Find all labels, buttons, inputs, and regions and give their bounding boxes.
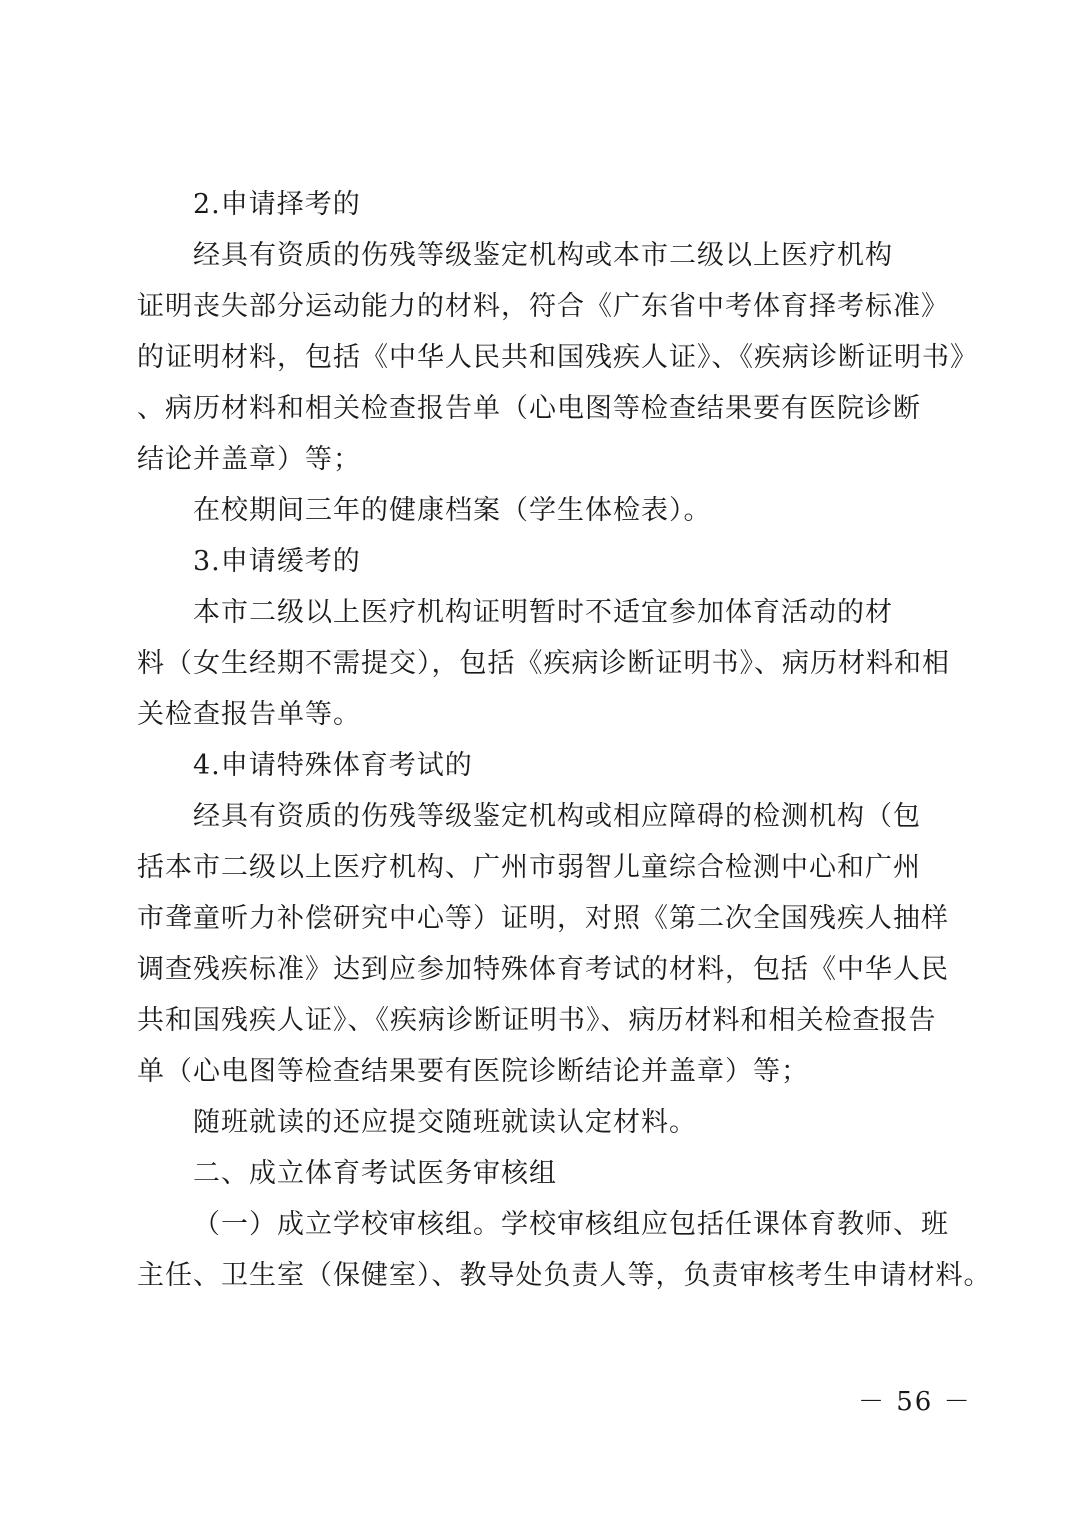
paragraph-line: 证明丧失部分运动能力的材料，符合《广东省中考体育择考标准》 [137, 291, 949, 322]
paragraph-line: 关检查报告单等。 [137, 699, 361, 730]
paragraph-line: 随班就读的还应提交随班就读认定材料。 [193, 1107, 697, 1138]
paragraph-line: 的证明材料，包括《中华人民共和国残疾人证》、《疾病诊断证明书》 [137, 342, 978, 373]
heading-apply-defer-exam: 3.申请缓考的 [193, 546, 361, 577]
page-number: － 56 － [858, 1387, 972, 1417]
paragraph-line: 共和国残疾人证》、《疾病诊断证明书》、病历材料和相关检查报告 [137, 1005, 937, 1036]
section-heading: 二、成立体育考试医务审核组 [193, 1158, 557, 1189]
paragraph-line: 结论并盖章）等； [137, 444, 361, 475]
paragraph-line: （一）成立学校审核组。学校审核组应包括任课体育教师、班 [193, 1209, 949, 1240]
paragraph-line: 本市二级以上医疗机构证明暂时不适宜参加体育活动的材 [193, 597, 893, 628]
paragraph-line: 调查残疾标准》达到应参加特殊体育考试的材料，包括《中华人民 [137, 954, 949, 985]
heading-apply-special-exam: 4.申请特殊体育考试的 [193, 750, 473, 781]
paragraph-line: 括本市二级以上医疗机构、广州市弱智儿童综合检测中心和广州 [137, 852, 921, 883]
paragraph-line: 、病历材料和相关检查报告单（心电图等检查结果要有医院诊断 [137, 393, 921, 424]
paragraph-line: 料（女生经期不需提交），包括《疾病诊断证明书》、病历材料和相 [137, 648, 950, 679]
heading-apply-choose-exam: 2.申请择考的 [193, 189, 361, 220]
paragraph-line: 单（心电图等检查结果要有医院诊断结论并盖章）等； [137, 1056, 809, 1087]
paragraph-line: 经具有资质的伤残等级鉴定机构或相应障碍的检测机构（包 [193, 801, 921, 832]
paragraph-line: 主任、卫生室（保健室）、教导处负责人等，负责审核考生申请材料。 [137, 1260, 992, 1291]
paragraph-line: 经具有资质的伤残等级鉴定机构或本市二级以上医疗机构 [193, 240, 893, 271]
paragraph-line: 在校期间三年的健康档案（学生体检表）。 [193, 495, 712, 526]
paragraph-line: 市聋童听力补偿研究中心等）证明，对照《第二次全国残疾人抽样 [137, 903, 949, 934]
